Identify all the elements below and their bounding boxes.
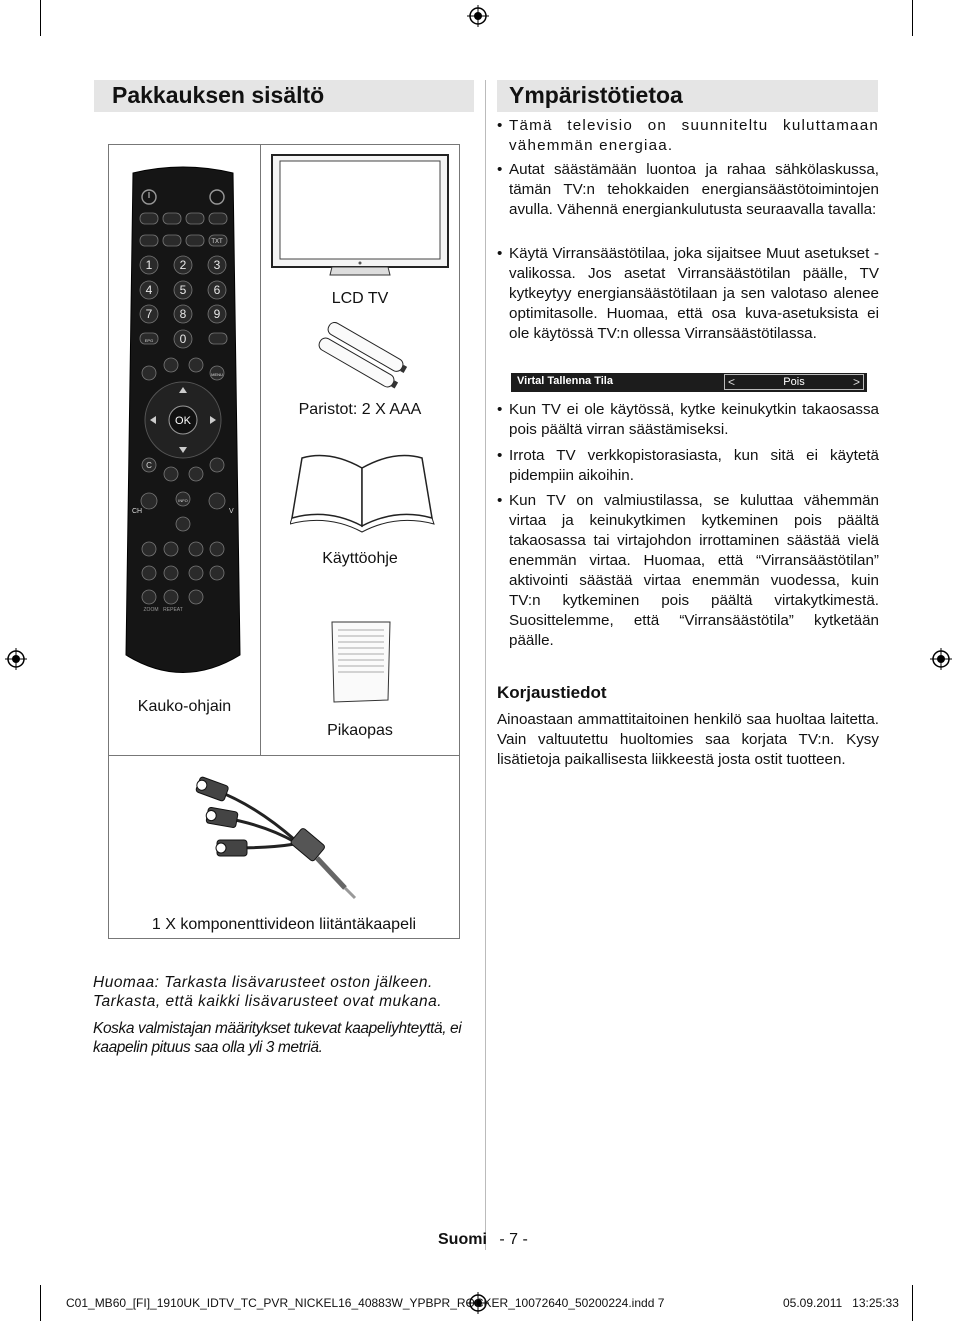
lcd-tv-image (270, 153, 450, 278)
svg-text:REPEAT: REPEAT (163, 607, 183, 613)
footer-language: Suomi (438, 1231, 487, 1248)
manual-image (290, 440, 435, 540)
power-save-menu-bar (511, 373, 867, 392)
left-section-header: Pakkauksen sisältö (94, 80, 474, 112)
env-bullet-1: • Tämä televisio on suunniteltu kuluttamaan vähemmän energiaa. (497, 116, 879, 156)
note-cable-length: Koska valmistajan määritykset tukevat kaapeliyhteyttä, ei kaapelin pituus saa olla yli 3 metriä. (93, 1020, 462, 1056)
env-bullet-2: • Autat säästämään luontoa ja rahaa sähkölaskussa, tämän TV:n tehokkaiden energiansäästötoimintojen avulla. Vähennä energiankulutusta seuraavalla tavalla: (497, 160, 879, 220)
registration-mark-icon (467, 5, 489, 27)
grid-border (108, 755, 109, 939)
remote-caption: Kauko-ohjain (137, 698, 232, 715)
env-bullet-3: • Käytä Virransäästötilaa, joka sijaitsee Muut asetukset -valikossa. Jos asetat Virransäästötilan päälle, TV kytkeytyy energiansäästötilaan ja sen valotaso alenee optimitasolle. Huomaa, että osa kuva-asetuksista ei ole käytössä TV:n ollessa Virransäästötilassa. (497, 244, 879, 344)
svg-text:V: V (229, 508, 234, 515)
svg-text:2: 2 (179, 258, 187, 272)
grid-border (108, 755, 460, 756)
footer-page-number: - 7 - (499, 1231, 528, 1248)
svg-text:3: 3 (213, 258, 221, 272)
registration-mark-icon (930, 648, 952, 670)
digit-1: 1 (145, 258, 153, 272)
svg-text:6: 6 (213, 283, 221, 297)
crop-mark (40, 1285, 41, 1321)
manual-caption: Käyttöohje (322, 550, 398, 567)
power-save-value-box (724, 374, 864, 390)
print-slug-date: 05.09.2011 13:25:33 (783, 1296, 899, 1310)
cable-caption: 1 X komponenttivideon liitäntäkaapeli (151, 916, 417, 933)
svg-text:9: 9 (213, 307, 221, 321)
power-save-value: Pois (783, 376, 805, 388)
grid-border (260, 144, 261, 756)
column-divider (485, 80, 486, 1250)
env-bullet-4: • Kun TV ei ole käytössä, kytke keinukytkin takaosassa pois päältä virran säästämiseksi. (497, 400, 879, 440)
grid-border (459, 144, 460, 939)
component-cable-image (195, 770, 365, 900)
svg-text:ZOOM: ZOOM (143, 607, 159, 613)
env-bullet-5: • Irrota TV verkkopistorasiasta, kun sitä ei käytetä pidempiin aikoihin. (497, 446, 879, 486)
svg-text:EPG: EPG (144, 338, 154, 343)
svg-text:TXT: TXT (211, 239, 223, 245)
svg-text:4: 4 (145, 283, 153, 297)
crop-mark (40, 0, 41, 36)
repair-title: Korjaustiedot (497, 683, 607, 702)
svg-text:INFO: INFO (178, 498, 188, 503)
batteries-image (310, 322, 415, 392)
right-section-header: Ympäristötietoa (497, 80, 878, 112)
print-slug-file: C01_MB60_[FI]_1910UK_IDTV_TC_PVR_NICKEL16_40883W_YPBPR_ROCKER_10072640_50200224.indd 7 (66, 1296, 665, 1310)
svg-text:7: 7 (145, 307, 153, 321)
remote-control-image (118, 165, 248, 685)
arrow-right-icon: > (852, 375, 860, 389)
repair-text: Ainoastaan ammattitaitoinen henkilö saa huoltaa laitetta. Vain valtuutettu huoltomies saa korjata TV:n. Kysy lisätietoja paikallisesta liikkeestä josta ostit tuotteen. (497, 711, 879, 768)
quick-guide-caption: Pikaopas (327, 722, 393, 739)
registration-mark-icon (5, 648, 27, 670)
svg-text:0: 0 (179, 332, 187, 346)
svg-text:8: 8 (179, 307, 187, 321)
lcd-tv-caption: LCD TV (331, 290, 389, 307)
grid-border (108, 144, 109, 756)
arrow-left-icon: < (728, 375, 736, 389)
batteries-caption: Paristot: 2 X AAA (298, 401, 422, 418)
note-check-accessories: Huomaa: Tarkasta lisävarusteet oston jälkeen. Tarkasta, että kaikki lisävarusteet ovat mukana. (93, 974, 443, 1010)
svg-text:OK: OK (175, 415, 191, 427)
env-bullet-6: • Kun TV on valmiustilassa, se kuluttaa vähemmän virtaa ja keinukytkimen kytkeminen pois päältä takaosassa tai virtajohdon irrottaminen säästää vielä enemmän virtaa. Huomaa, että “Virransäästötilan” aktivointi säästää virtaa enemmän vuodessa, kuin TV:n kytkeminen pois päältä virtakytkimestä. Suosittelemme, että “Virransäästötila” kytketään päälle. (497, 491, 879, 651)
svg-text:5: 5 (179, 283, 187, 297)
crop-mark (912, 0, 913, 36)
quick-guide-image (330, 620, 392, 704)
grid-border (108, 938, 460, 939)
power-save-label: Virtal Tallenna Tila (517, 375, 613, 387)
grid-border (108, 144, 460, 145)
svg-text:CH: CH (132, 508, 143, 515)
svg-text:C: C (146, 461, 152, 470)
svg-text:MENU: MENU (211, 372, 223, 377)
page-footer (438, 1231, 528, 1249)
crop-mark (912, 1285, 913, 1321)
